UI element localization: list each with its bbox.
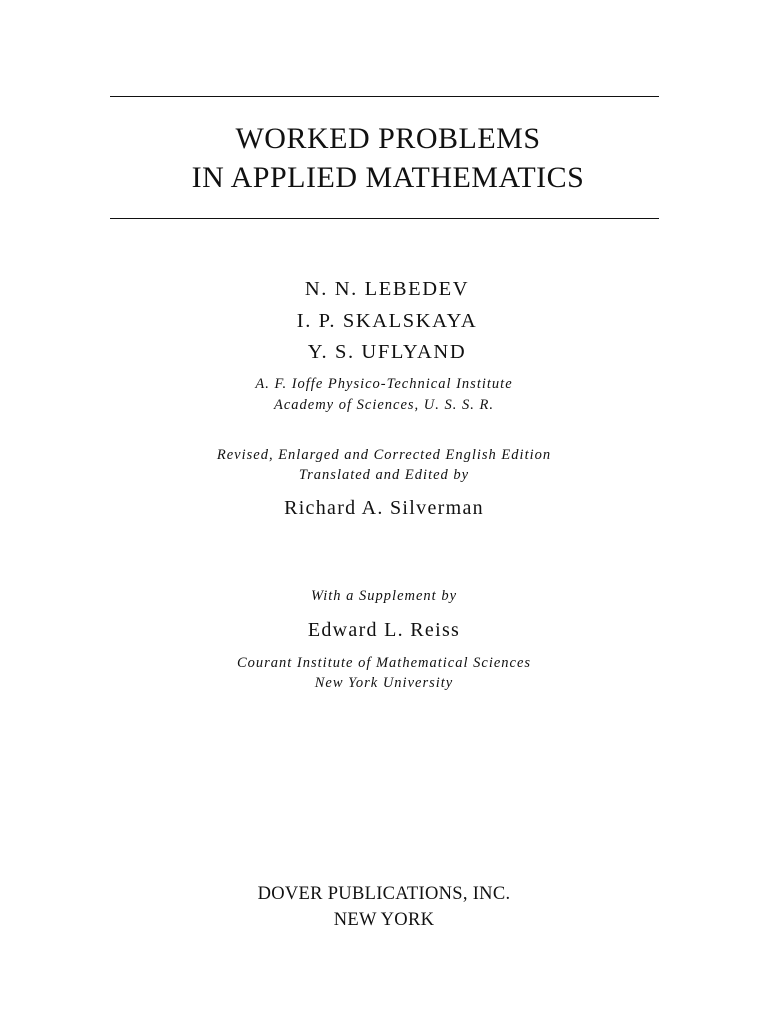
supplement-author: Edward L. Reiss [307,619,461,641]
author-3: Y. S. UFLYAND [307,341,467,363]
publisher-city: NEW YORK [333,910,435,930]
title-line-1: WORKED PROBLEMS [235,122,541,155]
bottom-rule [110,218,659,219]
affiliation-line-2: Academy of Sciences, U. S. S. R. [273,397,495,413]
translator-name: Richard A. Silverman [284,497,484,519]
author-1: N. N. LEBEDEV [304,278,470,300]
supplement-affiliation-line-1: Courant Institute of Mathematical Sciences [236,655,532,671]
publisher-name: DOVER PUBLICATIONS, INC. [257,884,511,904]
supplement-intro: With a Supplement by [310,588,458,604]
edition-line-1: Revised, Enlarged and Corrected English Edition [216,447,552,463]
affiliation-line-1: A. F. Ioffe Physico-Technical Institute [255,376,513,392]
top-rule [110,96,659,97]
author-2: I. P. SKALSKAYA [296,310,478,332]
title-line-2: IN APPLIED MATHEMATICS [191,161,585,194]
edition-line-2: Translated and Edited by [298,467,470,483]
supplement-affiliation-line-2: New York University [314,675,454,691]
